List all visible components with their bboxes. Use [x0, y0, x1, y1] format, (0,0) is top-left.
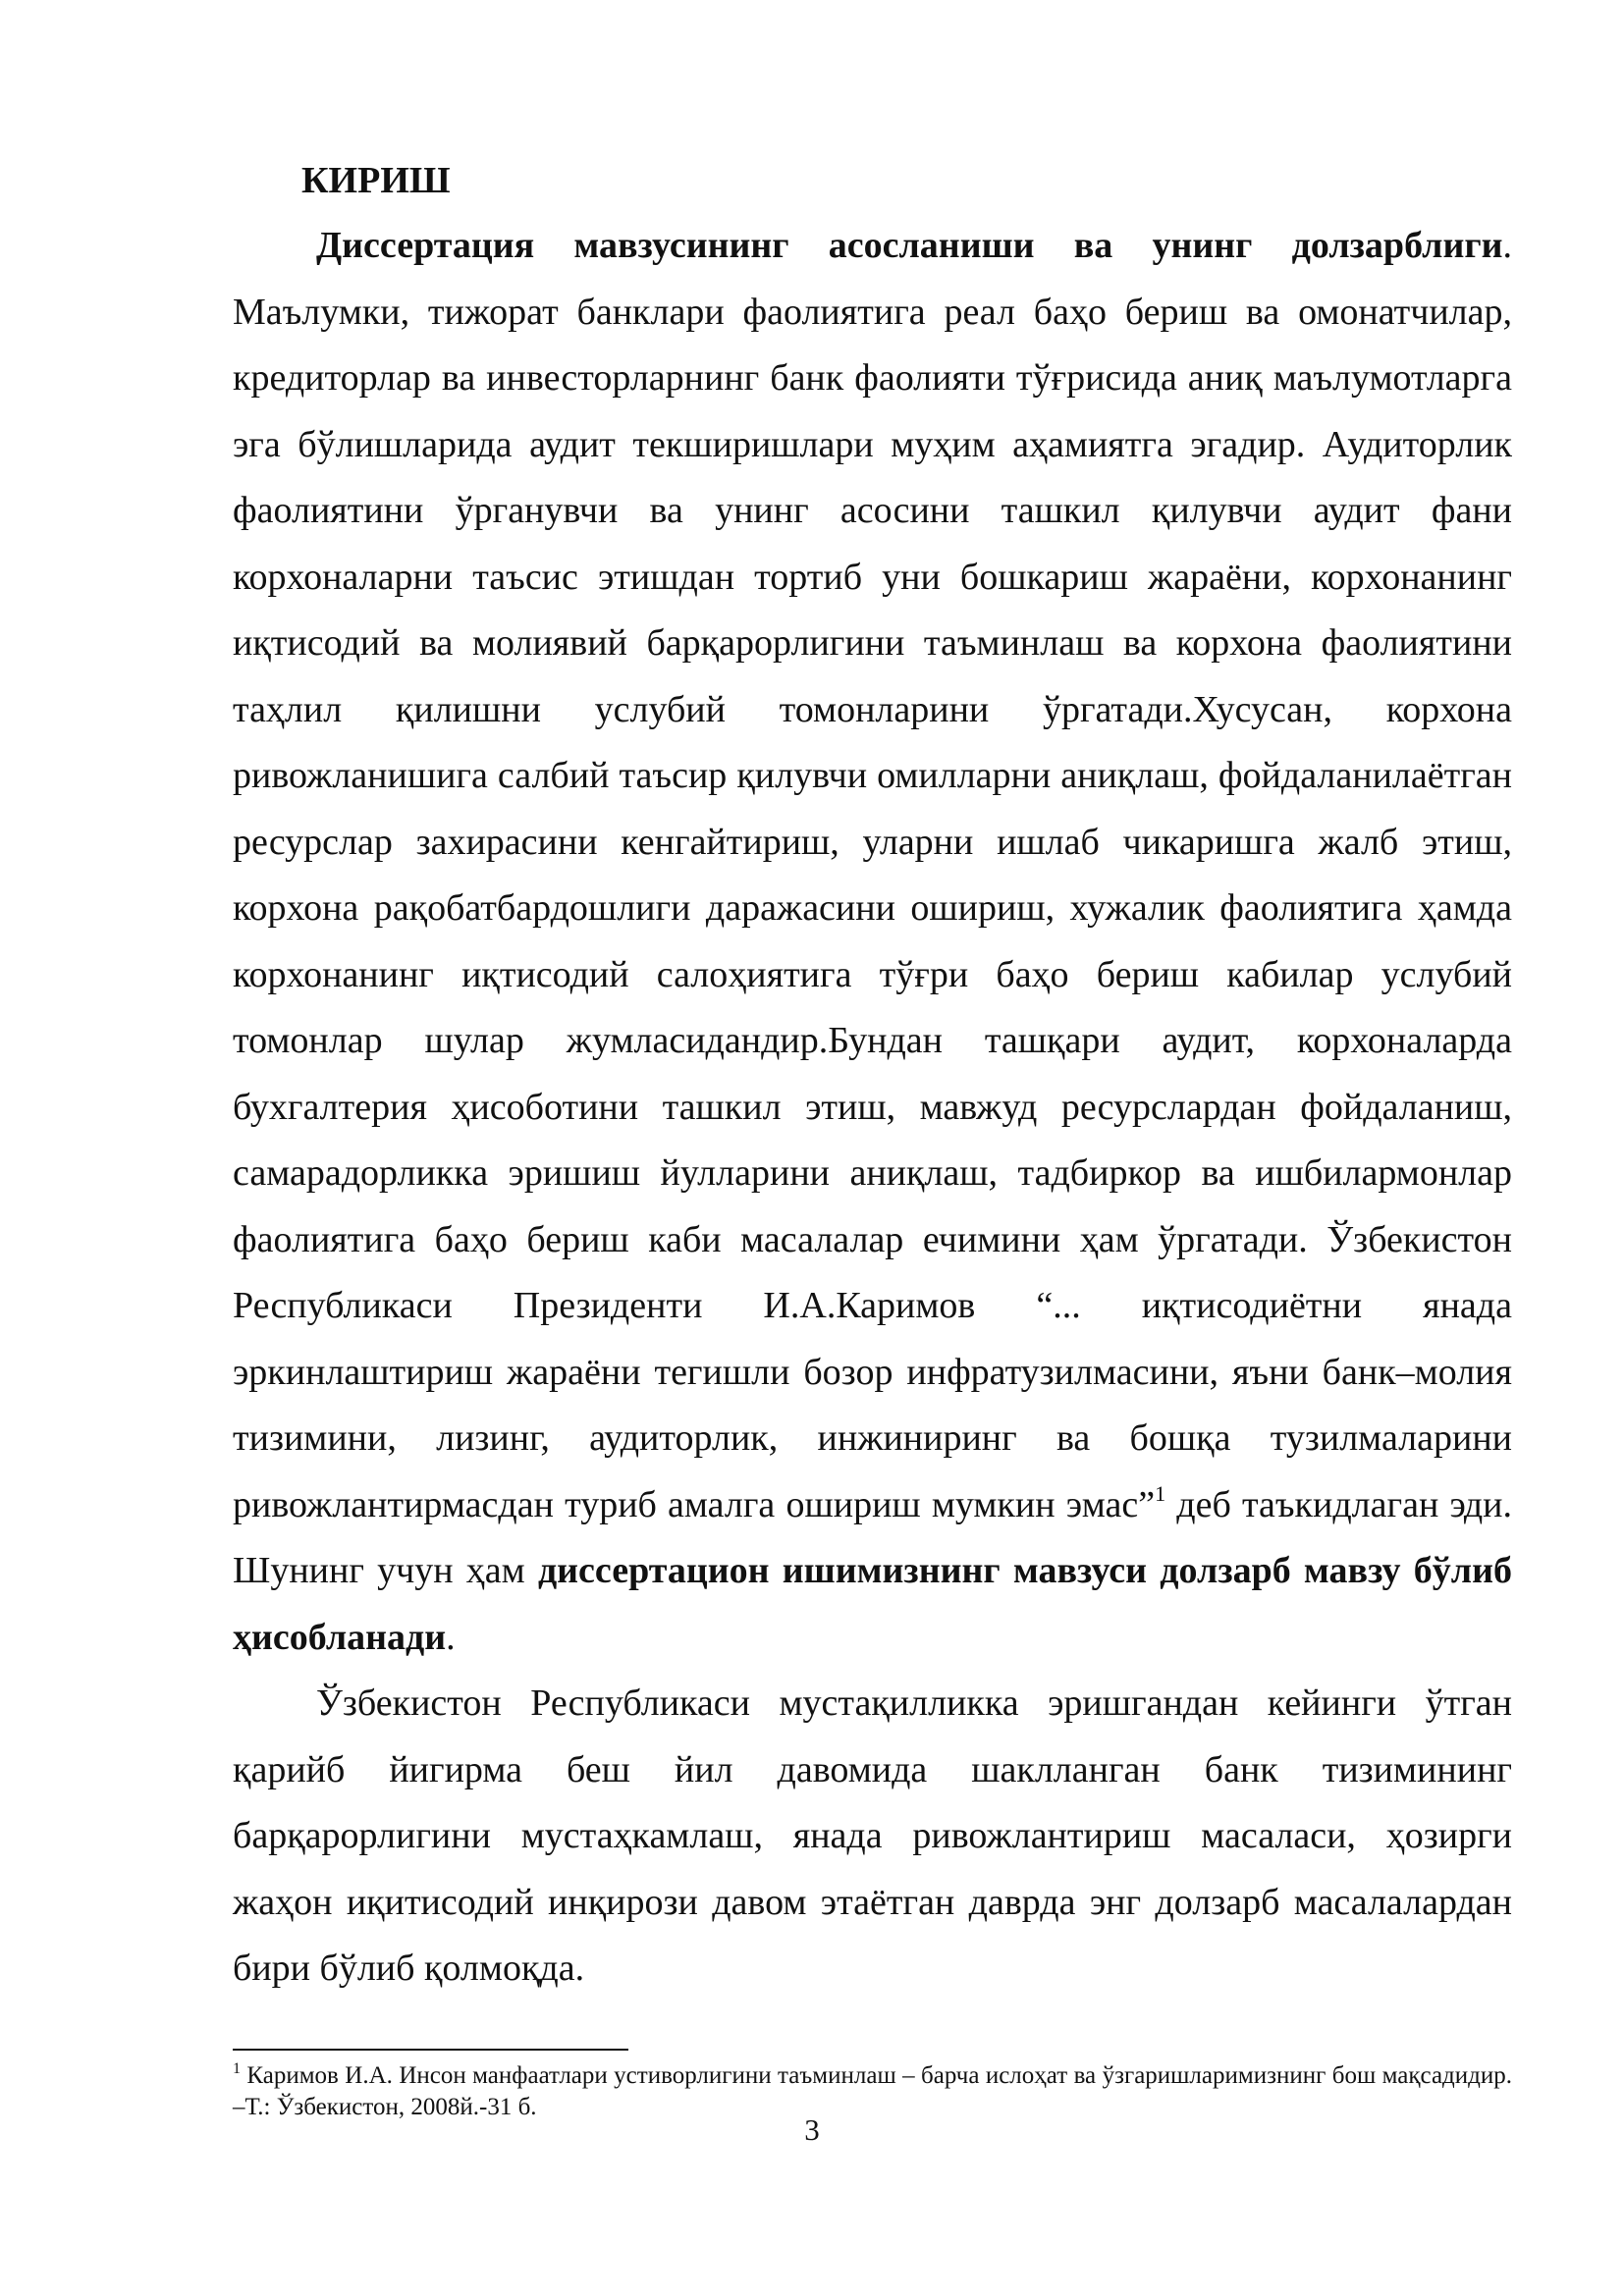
paragraph-banking-system: Ўзбекистон Республикаси мустақилликка эришгандан кейинги ўтган қарийб йигирма беш йил давомида шаклланган банк тизимининг барқарорлигини мустаҳкамлаш, янада ривожлантириш масаласи, ҳозирги жаҳон иқитисодий инқирози давом этаётган даврда энг долзарб масалалардан бири бўлиб қолмоқда. [233, 1682, 1512, 1989]
paragraph-text: . Маълумки, тижорат банклари фаолиятига реал баҳо бериш ва омонатчилар, кредиторлар ва инвесторларнинг банк фаолияти тўғрисида аниқ маълумотларга эга бўлишларида аудит текширишлари муҳим аҳамиятга эгадир. Аудиторлик фаолиятини ўрганувчи ва унинг асосини ташкил қилувчи аудит фани корхоналарни таъсис этишдан тортиб уни бошкариш жараёни, корхонанинг иқтисодий ва молиявий барқарорлигини таъминлаш ва корхона фаолиятини таҳлил қилишни услубий томонларини ўргатади.Хусусан, корхона ривожланишига салбий таъсир қилувчи омилларни аниқлаш, фойдаланилаётган ресурслар захирасини кенгайтириш, уларни ишлаб чикаришга жалб этиш, корхона рақобатбардошлиги даражасини ошириш, хужалик фаолиятига ҳамда корхонанинг иқтисодий салоҳиятига тўғри баҳо бериш кабилар услубий томонлар шулар жумласидандир.Бундан ташқари аудит, корхоналарда бухгалтерия ҳисоботини ташкил этиш, мавжуд ресурслардан фойдаланиш, самарадорликка эришиш йулларини аниқлаш, тадбиркор ва ишбилармонлар фаолиятига баҳо бериш каби масалалар ечимини ҳам ўргатади. Ўзбекистон Республикаси Президенти И.А.Каримов “... иқтисодиётни янада эркинлаштириш жараёни тегишли бозор инфратузилмасини, яъни банк–молия тизимини, лизинг, аудиторлик, инжиниринг ва бошқа тузилмаларини ривожлантирмасдан туриб амалга ошириш мумкин эмас” [233, 225, 1512, 1525]
footnote-separator [233, 2049, 628, 2051]
footnote-number: 1 [233, 2060, 241, 2077]
page-number: 3 [804, 2112, 820, 2147]
footnote-text: Каримов И.А. Инсон манфаатлари устиворлигини таъминлаш – барча ислоҳат ва ўзгаришларимизнинг бош мақсадидир. –Т.: Ўзбекистон, 2008й.-31 б. [233, 2062, 1512, 2120]
paragraph-relevance [233, 213, 1512, 1671]
body-text [233, 213, 1512, 2002]
paragraph-lead-bold: Диссертация мавзусининг асосланиши ва унинг долзарблиги [316, 225, 1503, 266]
paragraph-text: . [446, 1616, 456, 1658]
paragraph-text: деб таъкидлаган эди. Шунинг учун ҳам [233, 1483, 1512, 1591]
paragraph-conclusion-bold: диссертацион ишимизнинг мавзуси долзарб мавзу бўлиб ҳисобланади [233, 1550, 1512, 1658]
footnote-reference[interactable]: 1 [1155, 1480, 1166, 1506]
section-heading: КИРИШ [301, 160, 451, 201]
